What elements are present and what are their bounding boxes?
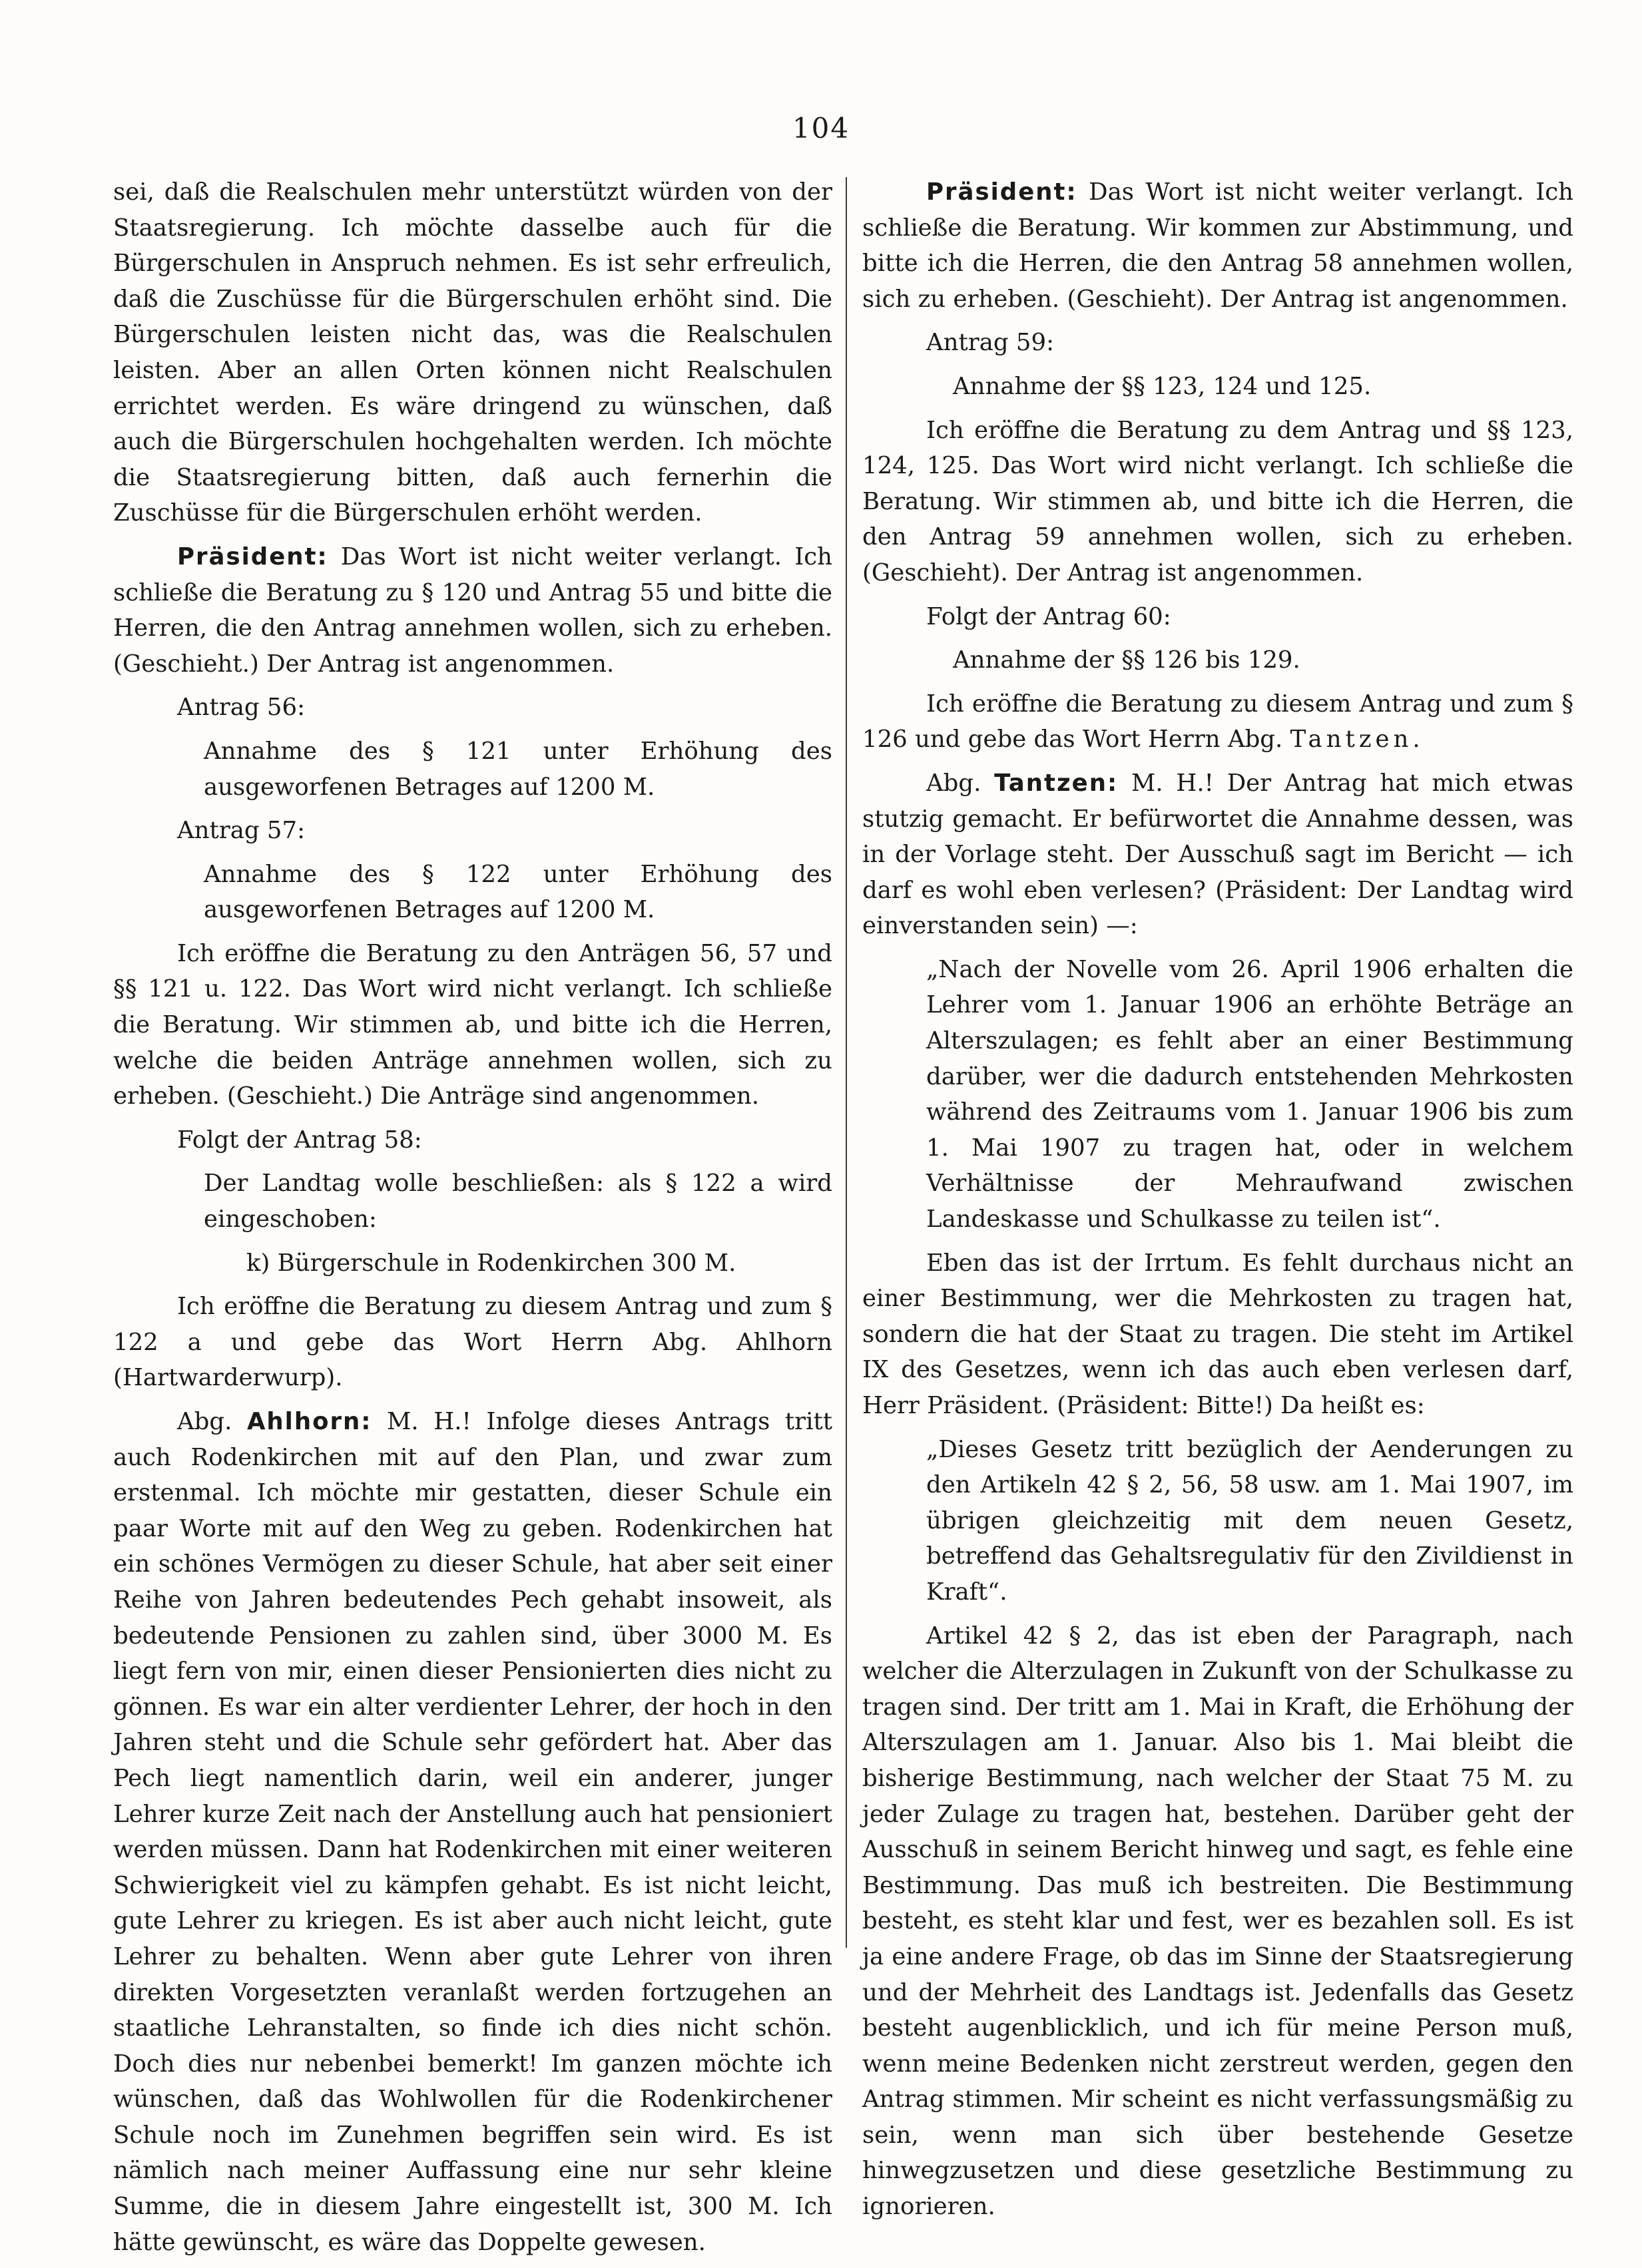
paragraph: Ich eröffne die Beratung zu diesem Antrag und zum § 122 a und gebe das Wort Herrn Abg. Ahlhorn (Hartwarderwurp). xyxy=(113,1293,832,1392)
paragraph-prefix: Abg. xyxy=(177,1408,247,1435)
paragraph: Artikel 42 § 2, das ist eben der Paragraph, nach welcher die Alterzulagen in Zukunft von der Schulkasse zu tragen sind. Der tritt am 1. Mai in Kraft, die Erhöhung der Alterszulagen am 1. Januar. Also bis 1. Mai bleibt die bisherige Bestimmung, nach welcher der Staat 75 M. zu jeder Zulage zu tragen hat, bestehen. Darüber geht der Ausschuß in seinem Bericht hinweg und sagt, es fehle eine Bestimmung. Das muß ich bestreiten. Die Bestimmung besteht, es steht klar und fest, wer es bezahlen soll. Es ist ja eine andere Frage, ob das im Sinne der Staatsregierung und der Mehrheit des Landtags ist. Jedenfalls das Gesetz besteht augenblicklich, und ich für meine Person muß, wenn meine Bedenken nicht zerstreut werden, gegen den Antrag stimmen. Mir scheint es nicht verfassungsmäßig zu sein, wenn man sich über bestehende Gesetze hinwegzusetzen und diese gesetzliche Bestimmung zu ignorieren. xyxy=(862,1622,1573,2221)
paragraph-text: Das Wort ist nicht weiter verlangt. Ich schließe die Beratung. Wir kommen zur Abstimmung, und bitte ich die Herren, die den Antrag 58 annehmen wollen, sich zu erheben. (Geschieht). Der Antrag ist angenommen. xyxy=(862,178,1573,313)
paragraph-text: M. H.! Infolge dieses Antrags tritt auch Rodenkirchen mit auf den Plan, und zwar zum erstenmal. Ich möchte mir gestatten, dieser Schule ein paar Worte mit auf den Weg zu geben. Rodenkirchen hat ein schönes Vermögen zu dieser Schule, hat aber seit einer Reihe von Jahren bedeutendes Pech gehabt insoweit, als bedeutende Pensionen zu zahlen sind, über 3000 M. Es liegt fern von mir, einen dieser Pensionierten dies nicht zu gönnen. Es war ein alter verdienter Lehrer, der hoch in den Jahren steht und die Schule sehr gefördert hat. Aber das Pech liegt namentlich darin, weil ein anderer, junger Lehrer kurze Zeit nach der Anstellung auch hat pensioniert werden müssen. Dann hat Rodenkirchen mit einer weiteren Schwierigkeit viel zu kämpfen gehabt. Es ist nicht leicht, gute Lehrer zu kriegen. Es ist aber auch nicht leicht, gute Lehrer zu behalten. Wenn aber gute Lehrer von ihren direkten Vorgesetzten veranlaßt werden fortzugehen an staatliche Lehranstalten, so finde ich dies nicht schön. Doch dies nur nebenbei bemerkt! Im ganzen möchte ich wünschen, daß das Wohlwollen für die Rodenkirchener Schule noch im Zunehmen begriffen sein wird. Es ist nämlich nach meiner Auffassung eine nur sehr kleine Summe, die in diesem Jahre eingestellt ist, 300 M. Ich hätte gewünscht, es wäre das Doppelte gewesen. xyxy=(113,1408,832,2256)
speaker-name: Präsident: xyxy=(926,178,1077,206)
motion-heading: Folgt der Antrag 58: xyxy=(177,1126,422,1154)
quotation: „Nach der Novelle vom 26. April 1906 erhalten die Lehrer vom 1. Januar 1906 an erhöhte Beträge an Alterszulagen; es fehlt aber an einer Bestimmung darüber, wer die dadurch entstehenden Mehrkosten während des Zeitraums vom 1. Januar 1906 bis zum 1. Mai 1907 zu tragen hat, oder in welchem Verhältnisse der Mehraufwand zwischen Landeskasse und Schulkasse zu teilen ist“. xyxy=(926,955,1573,1234)
paragraph-text: Ich eröffne die Beratung zu diesem Antrag und zum § 126 und gebe das Wort Herrn Abg. xyxy=(862,690,1573,754)
motion-text: Der Landtag wolle beschließen: als § 122 a wird eingeschoben: xyxy=(204,1170,832,1234)
speaker-name: Tantzen xyxy=(1290,726,1413,754)
paragraph xyxy=(113,539,832,682)
column-divider xyxy=(846,177,847,1948)
page-number: 104 xyxy=(792,112,850,144)
paragraph-end: . xyxy=(1412,726,1420,754)
left-column xyxy=(113,174,832,2268)
quotation: „Dieses Gesetz tritt bezüglich der Aenderungen zu den Artikeln 42 § 2, 56, 58 usw. am 1. Mai 1907, im übrigen gleichzeitig mit dem neuen Gesetz, betreffend das Gehaltsregulativ für den Zivildienst in Kraft“. xyxy=(926,1435,1573,1606)
paragraph: sei, daß die Realschulen mehr unterstützt würden von der Staatsregierung. Ich möchte dasselbe auch für die Bürgerschulen in Anspruch nehmen. Es ist sehr erfreulich, daß die Zuschüsse für die Bürgerschulen erhöht sind. Die Bürgerschulen leisten nicht das, was die Realschulen leisten. Aber an allen Orten können nicht Realschulen errichtet werden. Es wäre dringend zu wünschen, daß auch die Bürgerschulen hochgehalten werden. Ich möchte die Staatsregierung bitten, daß auch fernerhin die Zuschüsse für die Bürgerschulen erhöht werden. xyxy=(113,178,832,527)
motion-text: Annahme des § 122 unter Erhöhung des ausgeworfenen Betrages auf 1200 M. xyxy=(204,860,832,924)
paragraph xyxy=(862,174,1573,317)
paragraph: Eben das ist der Irrtum. Es fehlt durchaus nicht an einer Bestimmung, wer die Mehrkosten zu tragen hat, sondern die hat der Staat zu tragen. Die steht im Artikel IX des Gesetzes, wenn ich das auch eben verlesen darf, Herr Präsident. (Präsident: Bitte!) Da heißt es: xyxy=(862,1249,1573,1419)
paragraph xyxy=(862,766,1573,944)
speaker-name: Ahlhorn: xyxy=(246,1408,372,1435)
motion-text: Annahme der §§ 126 bis 129. xyxy=(953,646,1300,674)
paragraph: Ich eröffne die Beratung zu dem Antrag und §§ 123, 124, 125. Das Wort wird nicht verlangt. Ich schließe die Beratung. Wir stimmen ab, und bitte ich die Herren, die den Antrag 59 annehmen wollen, sich zu erheben. (Geschieht). Der Antrag ist angenommen. xyxy=(862,416,1573,586)
motion-heading: Folgt der Antrag 60: xyxy=(926,602,1171,630)
motion-heading: Antrag 56: xyxy=(177,694,306,722)
paragraph-text: M. H.! Der Antrag hat mich etwas stutzig gemacht. Er befürwortet die Annahme dessen, was in der Vorlage steht. Der Ausschuß sagt im Bericht — ich darf es wohl eben verlesen? (Präsident: Der Landtag wird einverstanden sein) —: xyxy=(862,769,1573,940)
speaker-name: Präsident: xyxy=(177,543,328,570)
motion-text: Annahme des § 121 unter Erhöhung des ausgeworfenen Betrages auf 1200 M. xyxy=(204,737,832,801)
motion-heading: Antrag 57: xyxy=(177,817,306,845)
paragraph xyxy=(113,1404,832,2260)
speaker-name: Tantzen: xyxy=(994,769,1119,797)
motion-heading: Antrag 59: xyxy=(926,329,1055,357)
paragraph-text: Das Wort ist nicht weiter verlangt. Ich schließe die Beratung zu § 120 und Antrag 55 und bitte die Herren, die den Antrag annehmen wollen, sich zu erheben. (Geschieht.) Der Antrag ist angenommen. xyxy=(113,543,832,678)
paragraph-prefix: Abg. xyxy=(926,769,995,797)
paragraph xyxy=(862,686,1573,758)
motion-text: Annahme der §§ 123, 124 und 125. xyxy=(953,372,1372,400)
motion-item: k) Bürgerschule in Rodenkirchen 300 M. xyxy=(246,1249,736,1277)
right-column xyxy=(862,174,1573,2233)
paragraph: Ich eröffne die Beratung zu den Anträgen 56, 57 und §§ 121 u. 122. Das Wort wird nicht verlangt. Ich schließe die Beratung. Wir stimmen ab, und bitte ich die Herren, welche die beiden Anträge annehmen wollen, sich zu erheben. (Geschieht.) Die Anträge sind angenommen. xyxy=(113,939,832,1110)
